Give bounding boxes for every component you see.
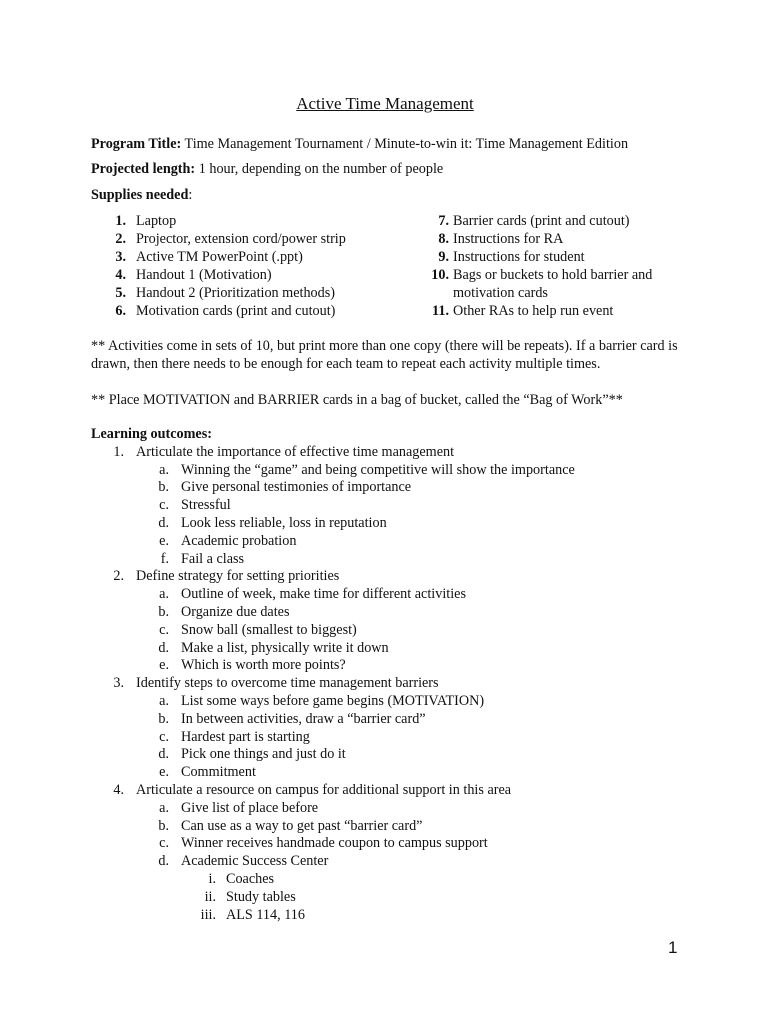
subitem-text: Outline of week, make time for different activities: [181, 586, 466, 603]
supply-number: 4.: [115, 267, 126, 283]
page-number: 1: [668, 938, 678, 957]
outcome-subitem: [91, 640, 711, 658]
supply-text: Handout 1 (Motivation): [136, 267, 272, 283]
outcome-subsubitem: [91, 871, 711, 889]
subitem-letter: a.: [159, 461, 169, 478]
subitem-letter: b.: [158, 710, 169, 727]
document-title: Active Time Management: [296, 94, 474, 113]
subitem-text: Look less reliable, loss in reputation: [181, 514, 387, 531]
bag-of-work-note: ** Place MOTIVATION and BARRIER cards in a bag of bucket, called the “Bag of Work”**: [91, 392, 623, 408]
subitem-text: List some ways before game begins (MOTIVATION): [181, 692, 485, 709]
subsubitem-text: Study tables: [226, 888, 296, 905]
supply-number: 2.: [115, 231, 126, 247]
subitem-letter: c.: [159, 835, 169, 852]
subitem-letter: e.: [159, 657, 169, 674]
subitem-letter: b.: [158, 817, 169, 834]
subitem-text: Fail a class: [181, 550, 245, 567]
outcome-subitem: [91, 746, 711, 764]
subitem-letter: a.: [159, 799, 169, 816]
subsubitem-text: Coaches: [226, 870, 275, 887]
supply-number: 1.: [115, 213, 126, 229]
outcome-subitem: [91, 533, 711, 551]
outcome-subitem: [91, 497, 711, 515]
outcome-subsubitem: [91, 889, 711, 907]
subitem-text: Academic probation: [181, 532, 297, 549]
subsubitem-numeral: iii.: [200, 906, 216, 923]
supply-item: [406, 248, 696, 266]
activities-note: ** Activities come in sets of 10, but print more than one copy (there will be repeats). If a barrier card is drawn, then there needs to be enough for each team to repeat each activity multiple times.: [91, 338, 678, 372]
subitem-text: Snow ball (smallest to biggest): [181, 621, 357, 638]
supply-number: 10.: [431, 267, 449, 283]
subitem-letter: c.: [159, 728, 169, 745]
subitem-text: Winner receives handmade coupon to campus support: [181, 835, 488, 852]
supply-text: Instructions for RA: [453, 231, 564, 247]
outcome-text: Define strategy for setting priorities: [136, 568, 340, 585]
subitem-letter: d.: [158, 639, 169, 656]
subitem-text: In between activities, draw a “barrier card”: [181, 710, 426, 727]
outcome-number: 1.: [113, 443, 124, 460]
outcome-subitem: [91, 586, 711, 604]
supply-item: [91, 230, 391, 248]
outcome-item: [91, 444, 711, 462]
supply-text: Laptop: [136, 213, 177, 229]
projected-length-value: 1 hour, depending on the number of people: [198, 161, 444, 177]
subitem-text: Give personal testimonies of importance: [181, 479, 412, 496]
outcome-subitem: [91, 853, 711, 871]
supply-text: Bags or buckets to hold barrier and motivation cards: [453, 267, 653, 301]
supply-item: [406, 212, 696, 230]
subsubitem-numeral: i.: [208, 870, 216, 887]
subitem-letter: a.: [159, 692, 169, 709]
outcome-subitem: [91, 818, 711, 836]
outcome-subitem: [91, 622, 711, 640]
learning-outcomes-heading: Learning outcomes:: [91, 426, 212, 442]
supply-text: Barrier cards (print and cutout): [453, 213, 630, 229]
supply-text: Other RAs to help run event: [453, 303, 614, 319]
outcome-subitem: [91, 551, 711, 569]
supply-item: [406, 302, 696, 320]
subitem-letter: e.: [159, 532, 169, 549]
projected-length-label: Projected length:: [91, 161, 196, 177]
supplies-column-left: [91, 212, 391, 320]
outcome-item: [91, 675, 711, 693]
outcome-text: Articulate the importance of effective time management: [136, 443, 455, 460]
subitem-letter: d.: [158, 853, 169, 870]
outcome-subitem: [91, 657, 711, 675]
outcome-subitem: [91, 835, 711, 853]
outcome-subitem: [91, 693, 711, 711]
outcome-subitem: [91, 800, 711, 818]
learning-outcomes: [91, 426, 711, 924]
supplies-label: Supplies needed: [91, 187, 189, 203]
outcome-subitem: [91, 515, 711, 533]
supply-number: 3.: [115, 249, 126, 265]
supply-item: [406, 266, 696, 302]
subitem-text: Pick one things and just do it: [181, 746, 346, 763]
subitem-text: Commitment: [181, 764, 256, 781]
subitem-text: Can use as a way to get past “barrier card”: [181, 817, 423, 834]
subitem-text: Winning the “game” and being competitive will show the importance: [181, 461, 575, 478]
subitem-letter: f.: [160, 550, 169, 567]
supplies-column-right: [406, 212, 696, 320]
outcome-subitem: [91, 462, 711, 480]
outcome-subitem: [91, 604, 711, 622]
supply-number: 6.: [115, 303, 126, 319]
outcome-number: 2.: [113, 568, 124, 585]
supplies-heading: Supplies needed:: [91, 187, 193, 203]
supply-number: 5.: [115, 285, 126, 301]
supply-text: Active TM PowerPoint (.ppt): [136, 249, 303, 265]
outcome-text: Identify steps to overcome time management barriers: [136, 675, 439, 692]
subitem-letter: d.: [158, 514, 169, 531]
subitem-text: Organize due dates: [181, 603, 290, 620]
supply-number: 7.: [438, 213, 449, 229]
supply-number: 11.: [432, 303, 449, 319]
supply-item: [91, 248, 391, 266]
outcome-subsubitem: [91, 907, 711, 925]
supply-text: Motivation cards (print and cutout): [136, 303, 336, 319]
projected-length-line: [91, 161, 443, 178]
outcome-item: [91, 782, 711, 800]
program-title-line: [91, 136, 628, 153]
supply-item: [91, 212, 391, 230]
supply-number: 8.: [438, 231, 449, 247]
subitem-letter: a.: [159, 586, 169, 603]
outcome-subitem: [91, 479, 711, 497]
supply-item: [406, 230, 696, 248]
supply-text: Handout 2 (Prioritization methods): [136, 285, 335, 301]
subitem-text: Stressful: [181, 497, 231, 514]
subitem-letter: c.: [159, 497, 169, 514]
subitem-letter: b.: [158, 479, 169, 496]
subitem-letter: d.: [158, 746, 169, 763]
subsubitem-text: ALS 114, 116: [226, 906, 305, 923]
subitem-text: Give list of place before: [181, 799, 319, 816]
program-title-label: Program Title:: [91, 136, 182, 152]
supply-item: [91, 284, 391, 302]
outcome-subitem: [91, 711, 711, 729]
subitem-text: Make a list, physically write it down: [181, 639, 389, 656]
supply-number: 9.: [438, 249, 449, 265]
supply-text: Instructions for student: [453, 249, 585, 265]
supply-item: [91, 266, 391, 284]
outcome-subitem: [91, 729, 711, 747]
subitem-letter: c.: [159, 621, 169, 638]
subitem-letter: e.: [159, 764, 169, 781]
subsubitem-numeral: ii.: [204, 888, 216, 905]
outcome-number: 4.: [113, 781, 124, 798]
outcome-number: 3.: [113, 675, 124, 692]
subitem-text: Academic Success Center: [181, 853, 329, 870]
subitem-text: Which is worth more points?: [181, 657, 346, 674]
outcome-subitem: [91, 764, 711, 782]
subitem-text: Hardest part is starting: [181, 728, 310, 745]
supply-item: [91, 302, 391, 320]
supply-text: Projector, extension cord/power strip: [136, 231, 346, 247]
program-title-value: Time Management Tournament / Minute-to-win it: Time Management Edition: [184, 136, 629, 152]
outcome-text: Articulate a resource on campus for additional support in this area: [136, 781, 512, 798]
subitem-letter: b.: [158, 603, 169, 620]
outcome-item: [91, 568, 711, 586]
